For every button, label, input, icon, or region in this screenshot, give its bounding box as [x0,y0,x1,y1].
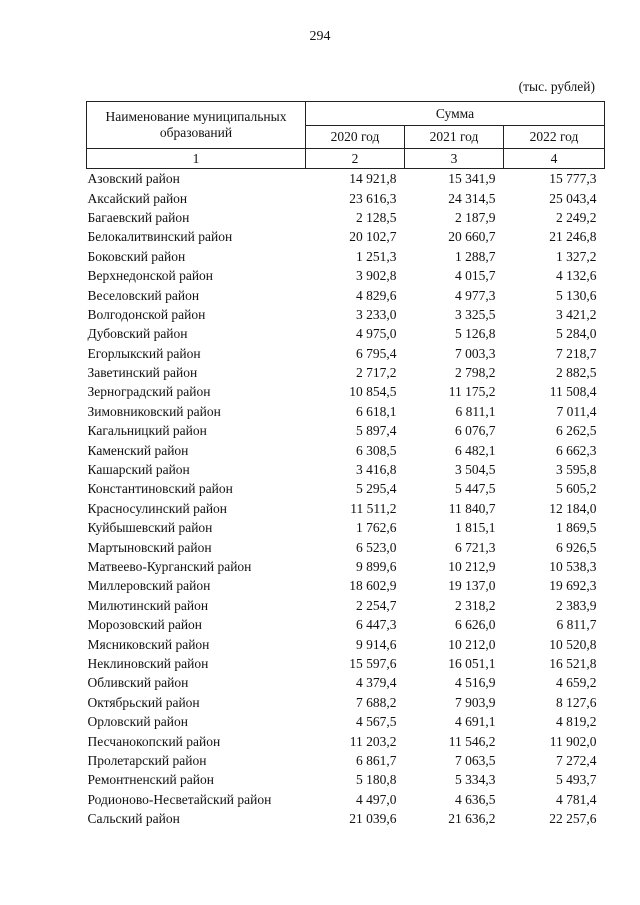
column-index: 1 [87,149,306,169]
value-2021: 4 636,5 [455,791,496,807]
value-2022: 6 926,5 [556,539,597,555]
value-2022: 19 692,3 [549,578,597,594]
district-name: Ремонтненский район [87,772,214,788]
value-2021: 11 175,2 [448,384,496,400]
district-name: Волгодонской район [87,306,206,322]
table-row [87,654,605,673]
district-name: Азовский район [87,171,180,187]
table-row [87,227,605,246]
district-name: Константиновский район [87,481,233,497]
value-2021: 11 840,7 [448,500,496,516]
district-name: Орловский район [87,714,188,730]
value-2021: 6 482,1 [455,442,496,458]
value-2020: 10 854,5 [349,384,397,400]
district-name: Багаевский район [87,209,190,225]
value-2022: 12 184,0 [549,500,597,516]
value-2021: 2 798,2 [455,365,496,381]
value-2021: 4 977,3 [455,287,496,303]
header-year-2021: 2021 год [405,125,504,149]
value-2021: 11 546,2 [448,733,496,749]
value-2021: 24 314,5 [448,190,496,206]
district-name: Каменский район [87,442,189,458]
value-2022: 7 011,4 [556,403,597,419]
table-row [87,402,605,421]
table-row [87,266,605,285]
column-index: 4 [504,149,605,169]
table-row [87,324,605,343]
value-2021: 5 334,3 [455,772,496,788]
value-2020: 4 829,6 [356,287,397,303]
district-name: Кашарский район [87,462,190,478]
value-2021: 6 076,7 [455,423,496,439]
value-2022: 10 520,8 [549,636,597,652]
table-row [87,673,605,692]
value-2022: 11 508,4 [549,384,597,400]
table-row [87,305,605,324]
column-index: 2 [306,149,405,169]
district-name: Зерноградский район [87,384,211,400]
value-2021: 7 063,5 [455,752,496,768]
value-2021: 19 137,0 [448,578,496,594]
value-2020: 6 861,7 [356,752,397,768]
table-row [87,188,605,207]
district-name: Аксайский район [87,190,188,206]
value-2020: 4 497,0 [356,791,397,807]
district-name: Верхнедонской район [87,268,214,284]
value-2021: 2 318,2 [455,597,496,613]
district-name: Матвеево-Курганский район [87,559,252,574]
value-2021: 1 815,1 [455,520,496,536]
value-2022: 8 127,6 [556,694,597,710]
value-2021: 1 288,7 [455,248,496,264]
value-2022: 6 662,3 [556,442,597,458]
district-name: Морозовский район [87,617,203,633]
value-2020: 2 254,7 [356,597,397,613]
table-row [87,537,605,556]
district-name: Заветинский район [87,365,198,381]
value-2022: 4 781,4 [556,791,597,807]
value-2020: 6 447,3 [356,617,397,633]
table-row [87,809,605,828]
value-2022: 1 327,2 [556,248,597,264]
district-name: Дубовский район [87,326,188,342]
table-row [87,576,605,595]
value-2021: 7 903,9 [455,694,496,710]
table-row [87,557,605,576]
value-2021: 10 212,0 [448,636,496,652]
district-name: Неклиновский район [87,655,209,671]
district-name: Белокалитвинский район [87,229,233,245]
value-2022: 22 257,6 [549,811,597,827]
value-2020: 2 128,5 [356,209,397,225]
table-row [87,285,605,304]
district-name: Милютинский район [87,597,209,613]
table-row [87,693,605,712]
value-2021: 3 504,5 [455,462,496,478]
district-name: Песчанокопский район [87,733,221,749]
table-header [87,102,605,169]
value-2020: 3 416,8 [356,462,397,478]
value-2020: 3 233,0 [356,306,397,322]
header-year-2022: 2022 год [504,125,605,149]
district-name: Мартыновский район [87,539,212,555]
table-row [87,790,605,809]
value-2020: 11 511,2 [350,500,397,516]
value-2021: 16 051,1 [448,655,496,671]
value-2022: 5 284,0 [556,326,597,342]
table-row [87,421,605,440]
value-2022: 2 383,9 [556,597,597,613]
value-2020: 5 295,4 [356,481,397,497]
table-row [87,169,605,189]
value-2022: 3 421,2 [556,306,597,322]
district-name: Боковский район [87,248,186,264]
value-2022: 7 272,4 [556,752,597,768]
value-2020: 6 308,5 [356,442,397,458]
value-2021: 3 325,5 [455,306,496,322]
value-2020: 1 762,6 [356,520,397,536]
value-2021: 15 341,9 [448,171,496,187]
value-2020: 23 616,3 [349,190,397,206]
value-2020: 18 602,9 [349,578,397,594]
units-label: (тыс. рублей) [518,79,595,94]
value-2022: 5 493,7 [556,772,597,788]
value-2022: 21 246,8 [549,229,597,245]
district-name: Егорлыкский район [87,345,201,361]
district-name: Куйбышевский район [87,520,213,536]
value-2021: 10 212,9 [448,559,496,574]
value-2021: 7 003,3 [455,345,496,361]
value-2020: 6 795,4 [356,345,397,361]
district-name: Родионово-Несветайский район [87,791,272,807]
table-row [87,363,605,382]
table-row [87,518,605,537]
value-2020: 21 039,6 [349,811,397,827]
district-name: Сальский район [87,811,180,827]
value-2021: 5 126,8 [455,326,496,342]
value-2021: 21 636,2 [448,811,496,827]
column-index: 3 [405,149,504,169]
value-2020: 15 597,6 [349,655,397,671]
table-body [87,169,605,829]
value-2021: 4 691,1 [455,714,496,730]
value-2022: 7 218,7 [556,345,597,361]
district-name: Обливский район [87,675,189,691]
district-name: Мясниковский район [87,636,210,652]
table-row [87,247,605,266]
column-index-row [87,149,605,169]
value-2022: 6 811,7 [556,617,597,633]
district-name: Зимовниковский район [87,403,221,419]
value-2022: 4 659,2 [556,675,597,691]
value-2022: 2 249,2 [556,209,597,225]
district-name: Веселовский район [87,287,200,303]
value-2020: 7 688,2 [356,694,397,710]
value-2022: 5 130,6 [556,287,597,303]
value-2022: 2 882,5 [556,365,597,381]
value-2021: 2 187,9 [455,209,496,225]
budget-table [86,101,605,828]
value-2020: 3 902,8 [356,268,397,284]
table-row [87,731,605,750]
value-2020: 5 180,8 [356,772,397,788]
header-year-2020: 2020 год [306,125,405,149]
value-2021: 4 015,7 [455,268,496,284]
value-2022: 15 777,3 [549,171,597,187]
value-2022: 4 819,2 [556,714,597,730]
header-name-column: Наименование муниципальных образований [87,102,306,149]
value-2020: 9 899,6 [356,559,397,574]
value-2022: 6 262,5 [556,423,597,439]
value-2021: 5 447,5 [455,481,496,497]
value-2020: 5 897,4 [356,423,397,439]
district-name: Октябрьский район [87,694,200,710]
value-2022: 3 595,8 [556,462,597,478]
value-2020: 9 914,6 [356,636,397,652]
value-2022: 10 538,3 [549,559,597,574]
value-2022: 4 132,6 [556,268,597,284]
district-name: Пролетарский район [87,752,207,768]
value-2020: 11 203,2 [349,733,397,749]
table-row [87,499,605,518]
district-name: Миллеровский район [87,578,211,594]
page-number: 294 [309,29,331,44]
table-row [87,208,605,227]
header-sum-column: Сумма [306,102,605,126]
table-row [87,712,605,731]
table-row [87,770,605,789]
value-2020: 4 975,0 [356,326,397,342]
value-2021: 6 721,3 [455,539,496,555]
value-2022: 25 043,4 [549,190,597,206]
value-2020: 4 379,4 [356,675,397,691]
table-row [87,382,605,401]
value-2020: 20 102,7 [349,229,397,245]
value-2020: 6 618,1 [356,403,397,419]
value-2020: 1 251,3 [356,248,397,264]
table-row [87,596,605,615]
value-2022: 5 605,2 [556,481,597,497]
table-row [87,344,605,363]
value-2021: 6 626,0 [455,617,496,633]
value-2021: 20 660,7 [448,229,496,245]
table-row [87,460,605,479]
value-2022: 16 521,8 [549,655,597,671]
table-row [87,634,605,653]
value-2020: 4 567,5 [356,714,397,730]
value-2020: 14 921,8 [349,171,397,187]
value-2021: 6 811,1 [455,403,496,419]
value-2020: 2 717,2 [356,365,397,381]
table-row [87,440,605,459]
value-2022: 11 902,0 [549,733,597,749]
value-2022: 1 869,5 [556,520,597,536]
value-2020: 6 523,0 [356,539,397,555]
table-row [87,751,605,770]
district-name: Красносулинский район [87,500,228,516]
value-2021: 4 516,9 [455,675,496,691]
table-row [87,479,605,498]
district-name: Кагальницкий район [87,423,207,439]
table-row [87,615,605,634]
